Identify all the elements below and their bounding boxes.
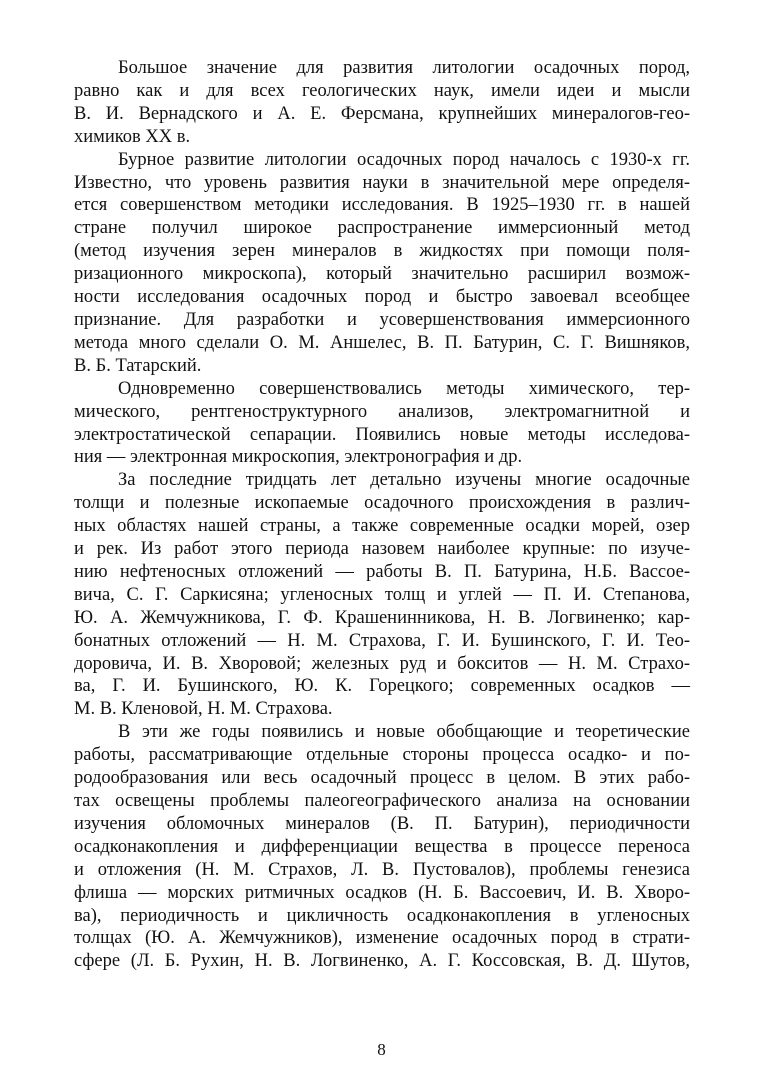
text-line: осадконакопления и дифференциации вещества в процессе переноса [74, 836, 690, 857]
paragraph [74, 57, 690, 149]
text-line: вича, С. Г. Саркисяна; угленосных толщ и углей — П. И. Степанова, [74, 584, 690, 605]
text-line: (метод изучения зерен минералов в жидкостях при помощи поля- [74, 241, 690, 262]
text-line: химиков XX в. [74, 126, 191, 147]
text-line: ризационного микроскопа), который значительно расширил возмож- [74, 264, 690, 285]
text-line: толщи и полезные ископаемые осадочного происхождения в различ- [74, 493, 690, 514]
text-line: Большое значение для развития литологии осадочных пород, [118, 58, 690, 78]
text-line: сфере (Л. Б. Рухин, Н. В. Логвиненко, А. Г. Коссовская, В. Д. Шутов, [74, 951, 690, 972]
text-line: ных областях нашей страны, а также современные осадки морей, озер [74, 516, 690, 537]
text-line: электростатической сепарации. Появились новые методы исследова- [74, 424, 690, 445]
page-number: 8 [377, 1040, 386, 1059]
text-line: метода много сделали О. М. Аншелес, В. П. Батурин, С. Г. Вишняков, [74, 332, 690, 353]
text-line: доровича, И. В. Хворовой; железных руд и бокситов — Н. М. Страхо- [74, 653, 690, 674]
text-line: В. Б. Татарский. [74, 355, 202, 376]
text-line: флиша — морских ритмичных осадков (Н. Б. Вассоевич, И. В. Хворо- [74, 882, 690, 903]
text-line: ва), периодичность и цикличность осадконакопления в угленосных [74, 905, 690, 926]
text-line: ется совершенством методики исследования. В 1925–1930 гг. в нашей [74, 195, 690, 216]
text-line: признание. Для разработки и усовершенствования иммерсионного [74, 309, 690, 330]
text-line: бонатных отложений — Н. М. Страхова, Г. И. Бушинского, Г. И. Тео- [74, 630, 690, 651]
text-line: ности исследования осадочных пород и быстро завоевал всеобщее [74, 287, 690, 308]
text-line: За последние тридцать лет детально изучены многие осадочные [118, 470, 690, 491]
text-line: нию нефтеносных отложений — работы В. П. Батурина, Н.Б. Вассое- [74, 561, 690, 582]
page-body [74, 57, 690, 973]
text-line: и рек. Из работ этого периода назовем наиболее крупные: по изуче- [74, 539, 690, 560]
text-line: В эти же годы появились и новые обобщающие и теоретические [118, 722, 690, 743]
text-line: Ю. А. Жемчужникова, Г. Ф. Крашенинникова, Н. В. Логвиненко; кар- [74, 607, 690, 628]
text-line: Известно, что уровень развития науки в значительной мере определя- [74, 172, 690, 193]
text-line: изучения обломочных минералов (В. П. Батурин), периодичности [74, 813, 690, 834]
paragraph [74, 721, 690, 973]
paragraph [74, 378, 690, 470]
paragraph [74, 469, 690, 721]
text-line: М. В. Кленовой, Н. М. Страхова. [74, 699, 333, 720]
text-line: тах освещены проблемы палеогеографического анализа на основании [74, 791, 690, 811]
text-line: толщах (Ю. А. Жемчужников), изменение осадочных пород в страти- [74, 928, 690, 949]
text-line: родообразования или весь осадочный процесс в целом. В этих рабо- [74, 768, 690, 789]
text-line: стране получил широкое распространение иммерсионный метод [74, 218, 690, 239]
paragraph [74, 149, 690, 378]
text-line: работы, рассматривающие отдельные стороны процесса осадко- и по- [74, 745, 690, 766]
text-line: ния — электронная микроскопия, электронография и др. [74, 447, 523, 468]
text-line: мического, рентгеноструктурного анализов, электромагнитной и [74, 401, 690, 422]
text-line: и отложения (Н. М. Страхов, Л. В. Пустовалов), проблемы генезиса [74, 859, 690, 880]
text-line: ва, Г. И. Бушинского, Ю. К. Горецкого; современных осадков — [74, 676, 690, 697]
text-line: В. И. Вернадского и А. Е. Ферсмана, крупнейших минералогов-гео- [74, 103, 690, 124]
text-line: Бурное развитие литологии осадочных пород началось с 1930-х гг. [118, 149, 690, 170]
text-line: равно как и для всех геологических наук, имели идеи и мысли [74, 80, 690, 101]
text-line: Одновременно совершенствовались методы химического, тер- [118, 378, 690, 399]
